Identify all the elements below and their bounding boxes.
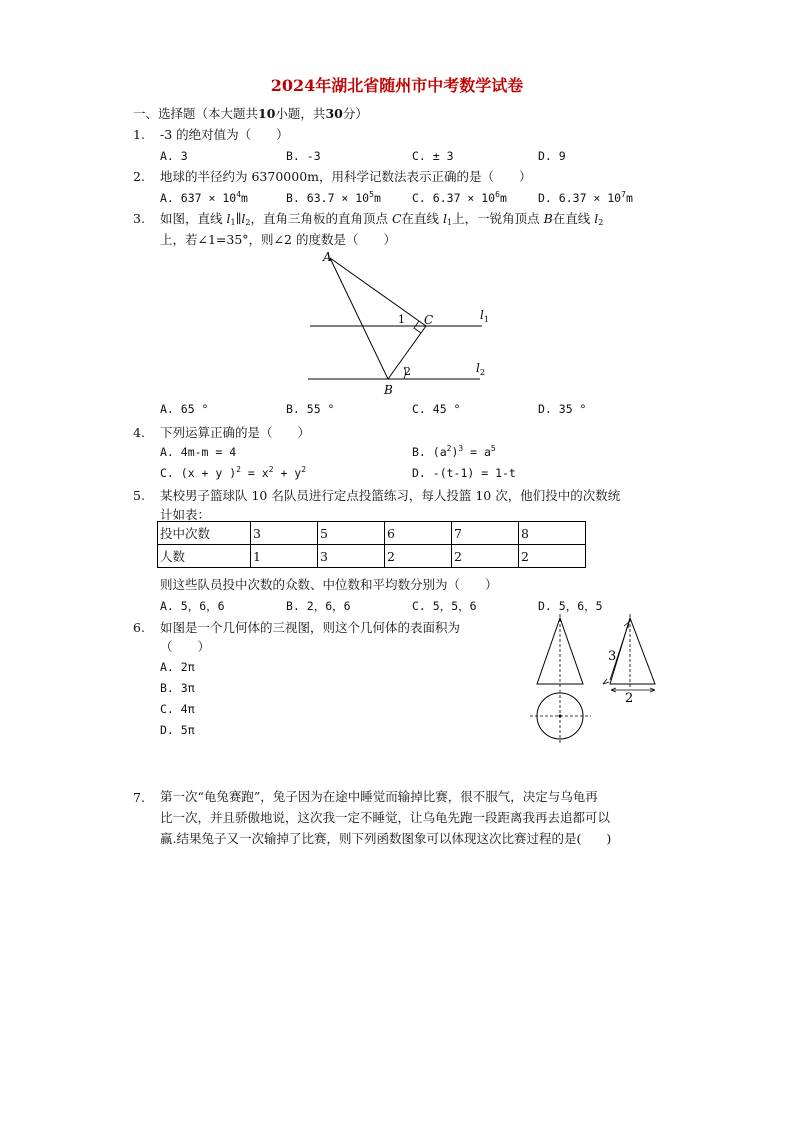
table-row — [158, 545, 586, 568]
question-text-line3: 则这些队员投中次数的众数、中位数和平均数分别为（ ） — [160, 577, 498, 592]
question-text-line2: 上，若∠1=35°，则∠2 的度数是（ ） — [160, 232, 396, 247]
triangle-side-ab — [330, 258, 388, 379]
table-cell: 8 — [519, 522, 586, 545]
table-cell: 7 — [452, 522, 519, 545]
question-text-line2: （ ） — [160, 639, 211, 654]
question-number: 7. — [133, 790, 145, 805]
option-b: B. 3π — [160, 681, 195, 695]
question-text-line1: 如图是一个几何体的三视图，则这个几何体的表面积为 — [160, 620, 461, 635]
section-heading: 一、选择题（本大题共10小题，共30分） — [133, 106, 368, 121]
question-number: 6. — [133, 620, 145, 635]
table-cell: 2 — [519, 545, 586, 568]
question-text-line1: 第一次“龟兔赛跑”，兔子因为在途中睡觉而输掉比赛，很不服气，决定与乌龟再 — [160, 789, 598, 804]
option-c: C. 45 ° — [412, 402, 461, 416]
base-label: 2 — [625, 691, 634, 706]
table-cell: 1 — [251, 545, 318, 568]
question-text-line1: 某校男子篮球队 10 名队员进行定点投篮练习，每人投篮 10 次，他们投中的次数统 — [160, 488, 621, 503]
side-view-triangle — [610, 618, 655, 684]
option-a: A. 5，6，6 — [160, 599, 225, 613]
label-c: C — [424, 313, 434, 327]
page-title: 2024年湖北省随州市中考数学试卷 — [270, 76, 524, 95]
option-c: C. 5，5，6 — [412, 599, 477, 613]
question-text-line2: 计如表： — [160, 507, 211, 522]
label-a: A — [323, 250, 332, 264]
option-b: B. 2，6，6 — [286, 599, 351, 613]
question-text-line3: 赢.结果兔子又一次输掉了比赛，则下列函数图象可以体现这次比赛过程的是( ) — [160, 831, 612, 846]
option-d: D. 35 ° — [538, 402, 587, 416]
option-c: C. (x + y )$^2 = x^2 + y^2$ — [160, 465, 307, 480]
question-text: 下列运算正确的是（ ） — [160, 425, 311, 440]
label-b: B — [384, 383, 393, 397]
option-d: D. 9 — [538, 149, 566, 163]
option-b: B. 55 ° — [286, 402, 335, 416]
three-view-figure — [525, 612, 665, 752]
angle-2-label: 2 — [404, 365, 411, 378]
label-l2: $l_2$ — [476, 361, 485, 377]
option-d: D. $6.37 \times 10^7m$ — [538, 190, 633, 205]
option-a: A. 2π — [160, 660, 195, 674]
label-l1: $l_1$ — [480, 308, 489, 324]
option-b: B. $(a^2)^3 = a^5$ — [412, 444, 496, 459]
option-b: B. $63.7 \times 10^5m$ — [286, 190, 381, 205]
option-d: D. 5π — [160, 723, 195, 737]
table-row — [158, 522, 586, 545]
table-cell: 2 — [385, 545, 452, 568]
option-a: A. 3 — [160, 149, 188, 163]
arrow-head — [603, 679, 609, 684]
stats-table — [157, 521, 586, 568]
question-text-line2: 比一次，并且骄傲地说，这次我一定不睡觉，让乌龟先跑一段距离我再去追都可以 — [160, 810, 611, 825]
question-number: 2. — [133, 169, 145, 184]
angle-1-label: 1 — [398, 313, 405, 326]
question-number: 1. — [133, 127, 145, 142]
question-number: 5. — [133, 488, 145, 503]
question-number: 3. — [133, 211, 145, 226]
arrow-head — [624, 622, 629, 628]
table-cell: 3 — [251, 522, 318, 545]
question-text-line1: 如图，直线 $l_1\parallel l_2$，直角三角板的直角顶点 C在直线 $l_1$上，一锐角顶点 B在直线 $l_2$ — [160, 211, 604, 227]
table-cell: 6 — [385, 522, 452, 545]
option-a: A. 4m-m = 4 — [160, 445, 237, 459]
option-c: C. 4π — [160, 702, 195, 716]
option-a: A. $637 \times 10^4m$ — [160, 190, 248, 205]
option-c: C. $6.37 \times 10^6m$ — [412, 190, 507, 205]
slant-label: 3 — [608, 649, 617, 664]
question-text: -3 的绝对值为（ ） — [160, 127, 289, 142]
option-c: C. ± 3 — [412, 149, 454, 163]
question-text: 地球的半径约为 6370000m，用科学记数法表示正确的是（ ） — [160, 169, 532, 184]
table-cell: 投中次数 — [158, 522, 251, 545]
table-cell: 人数 — [158, 545, 251, 568]
option-a: A. 65 ° — [160, 402, 209, 416]
triangle-side-ac — [330, 258, 426, 326]
right-angle-mark — [414, 321, 421, 333]
table-cell: 2 — [452, 545, 519, 568]
question-number: 4. — [133, 425, 145, 440]
option-d: D. -(t-1) = 1-t — [412, 466, 516, 480]
table-cell: 3 — [318, 545, 385, 568]
option-d: D. 5，6，5 — [538, 599, 603, 613]
parallel-lines-figure — [300, 248, 500, 398]
table-cell: 5 — [318, 522, 385, 545]
option-b: B. -3 — [286, 149, 321, 163]
